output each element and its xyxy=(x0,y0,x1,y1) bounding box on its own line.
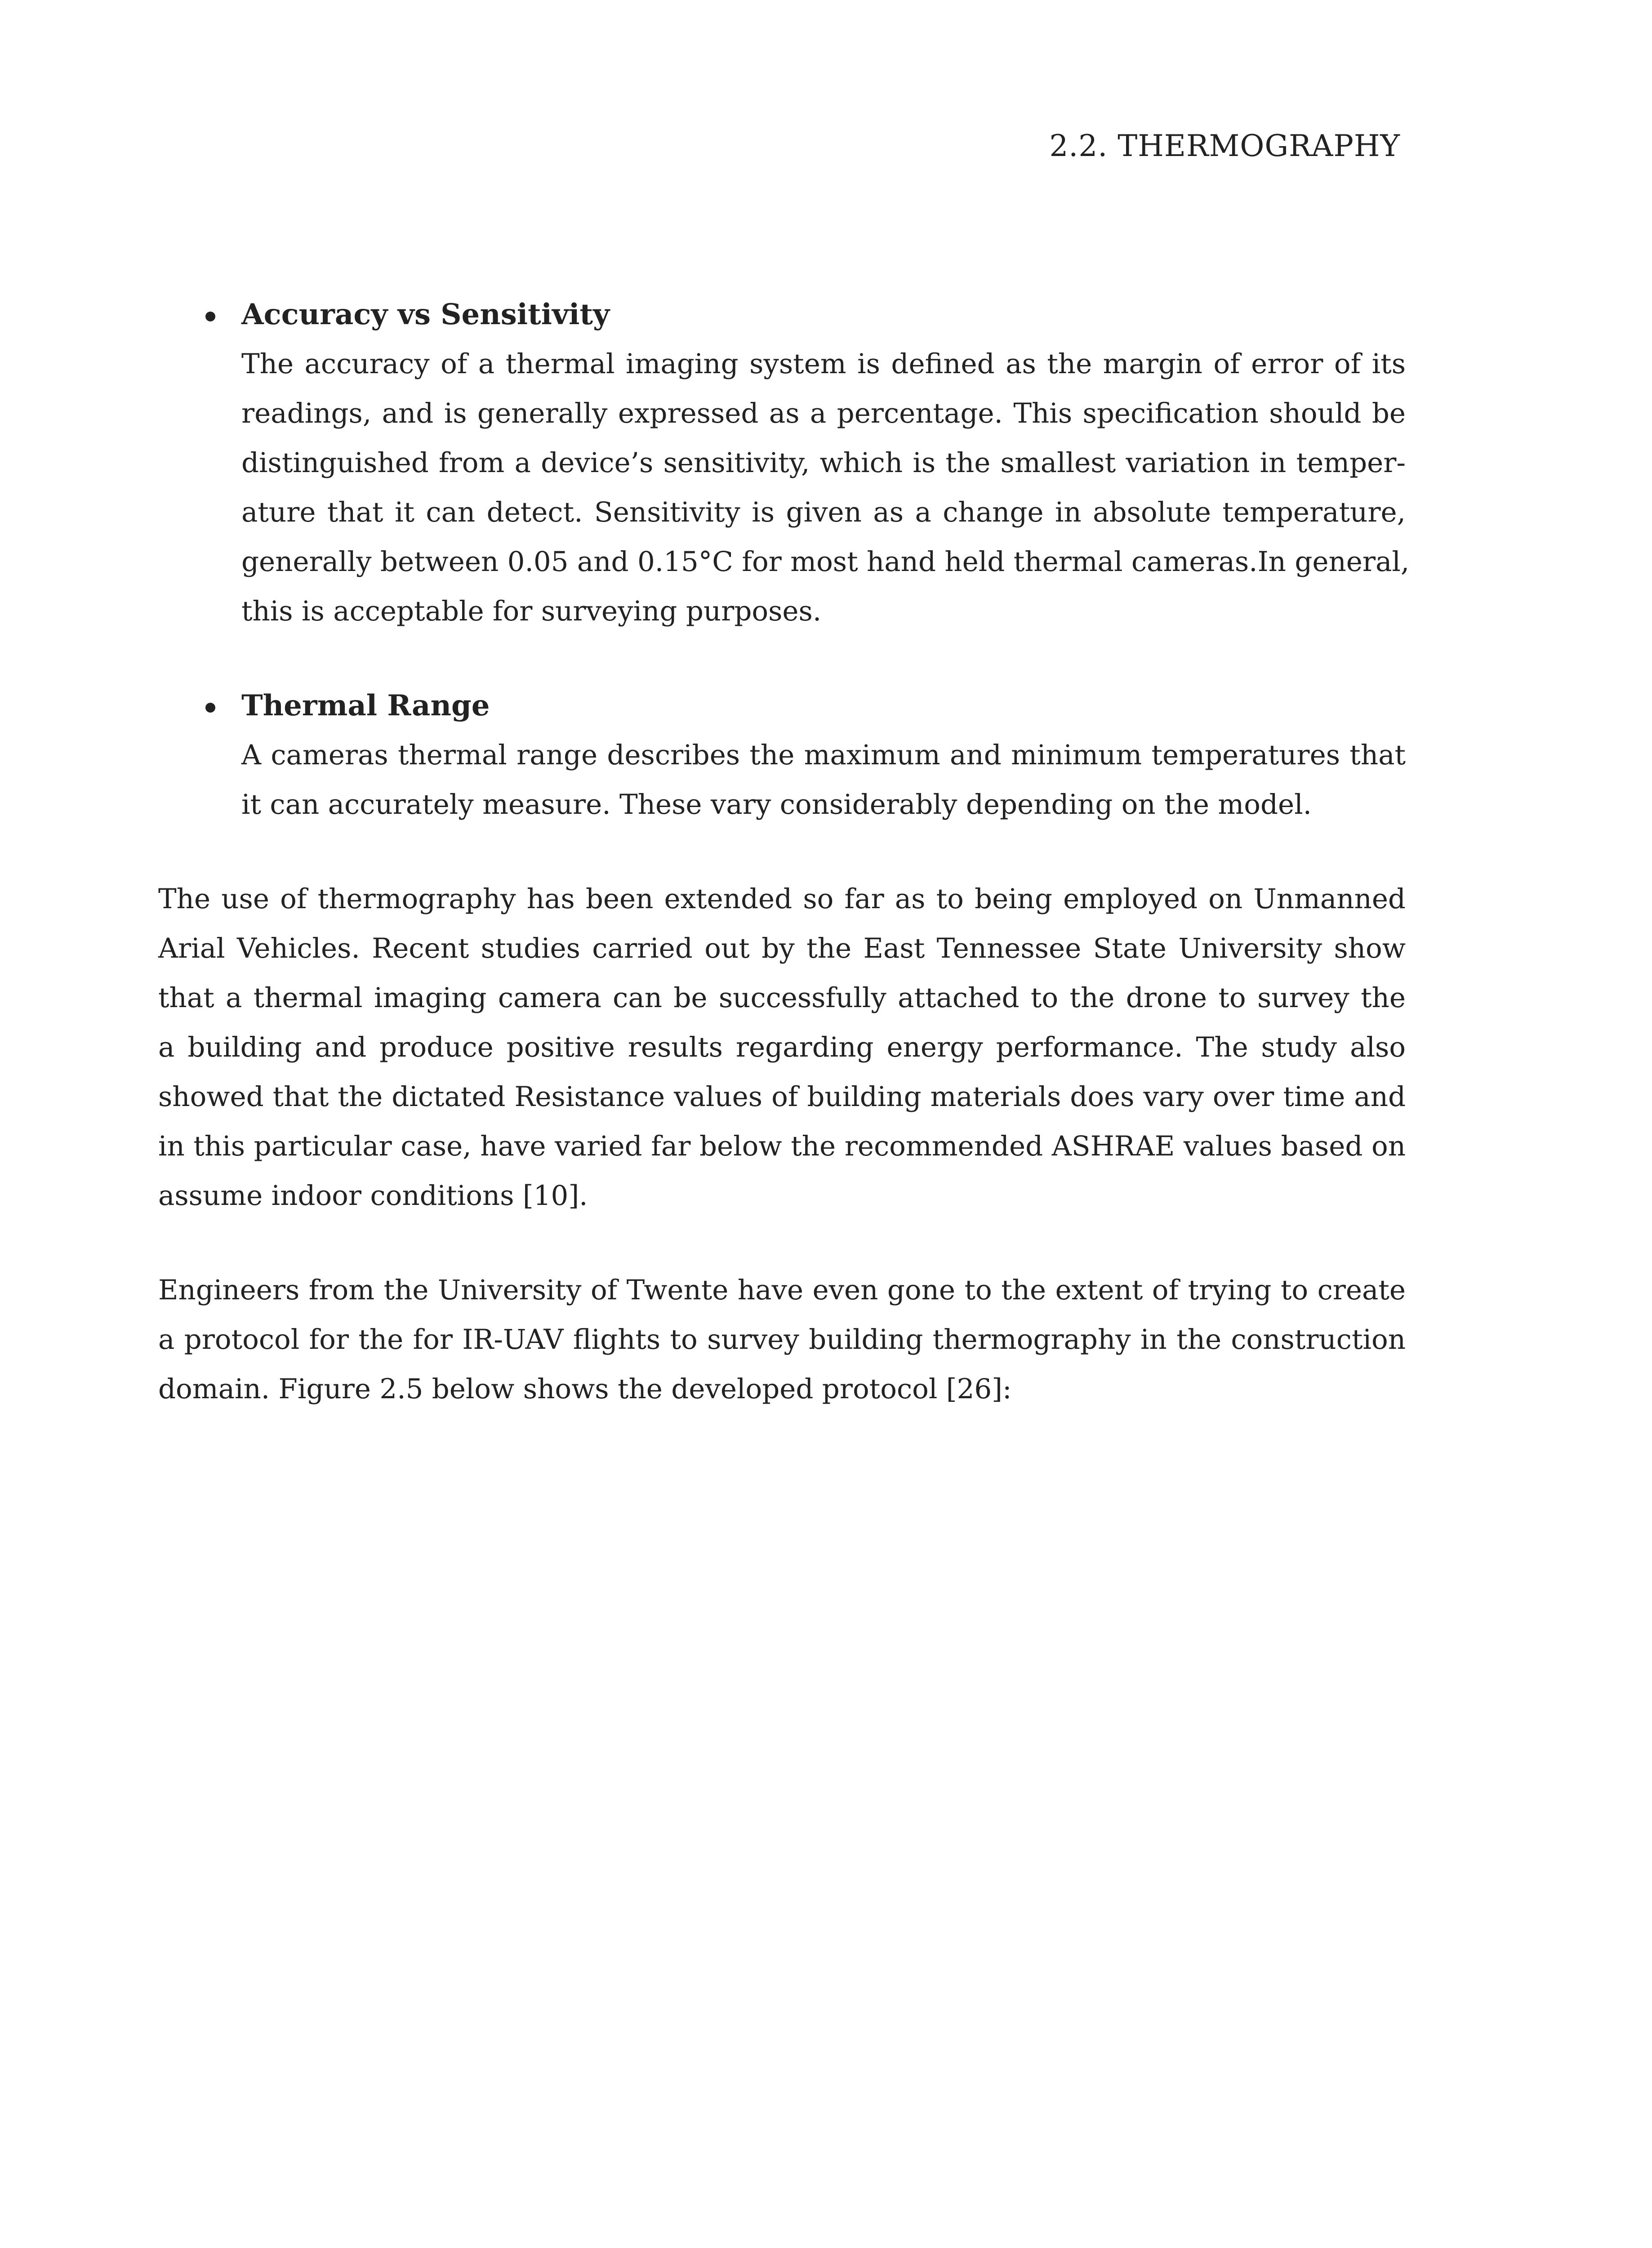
text-line: The accuracy of a thermal imaging system is defined as the margin of error of its xyxy=(241,348,1406,380)
text-line: in this particular case, have varied far below the recommended ASHRAE values based on xyxy=(158,1130,1406,1162)
text-line: a building and produce positive results regarding energy performance. The study also xyxy=(158,1031,1406,1063)
paragraph-twente-protocol xyxy=(158,1266,1406,1414)
bullet-title: Accuracy vs Sensitivity xyxy=(241,298,610,331)
running-head: 2.2. THERMOGRAPHY xyxy=(1049,129,1400,163)
bullet-title: Thermal Range xyxy=(241,689,490,723)
text-line: showed that the dictated Resistance values of building materials does vary over time and xyxy=(158,1081,1406,1113)
bullet-body xyxy=(241,339,1410,636)
text-line: A cameras thermal range describes the maximum and minimum temperatures that xyxy=(241,739,1406,771)
text-line: this is acceptable for surveying purposes. xyxy=(241,595,822,627)
text-line: it can accurately measure. These vary considerably depending on the model. xyxy=(241,789,1312,821)
text-line: domain. Figure 2.5 below shows the developed protocol [26]: xyxy=(158,1373,1012,1405)
text-line: assume indoor conditions [10]. xyxy=(158,1180,588,1212)
bullet-icon xyxy=(205,312,215,321)
bullet-body xyxy=(241,731,1406,830)
bullet-item-accuracy-vs-sensitivity xyxy=(158,290,1410,636)
bullet-icon xyxy=(205,703,215,713)
text-line: readings, and is generally expressed as a percentage. This specification should be xyxy=(241,397,1406,429)
bullet-item-thermal-range xyxy=(158,681,1406,830)
page-body xyxy=(158,290,1410,1414)
text-line: a protocol for the for IR-UAV flights to survey building thermography in the construction xyxy=(158,1324,1406,1356)
text-line: Engineers from the University of Twente have even gone to the extent of trying to create xyxy=(158,1274,1406,1306)
text-line: distinguished from a device’s sensitivity, which is the smallest variation in temper- xyxy=(241,447,1406,479)
text-line: generally between 0.05 and 0.15°C for most hand held thermal cameras.In general, xyxy=(241,546,1410,578)
text-line: that a thermal imaging camera can be successfully attached to the drone to survey the xyxy=(158,982,1406,1014)
bullet-list xyxy=(158,290,1410,830)
text-line: The use of thermography has been extended so far as to being employed on Unmanned xyxy=(158,883,1406,915)
text-line: ature that it can detect. Sensitivity is given as a change in absolute temperature, xyxy=(241,496,1406,528)
paragraph-uav-thermography xyxy=(158,874,1406,1221)
text-line: Arial Vehicles. Recent studies carried out by the East Tennessee State University show xyxy=(158,932,1406,964)
